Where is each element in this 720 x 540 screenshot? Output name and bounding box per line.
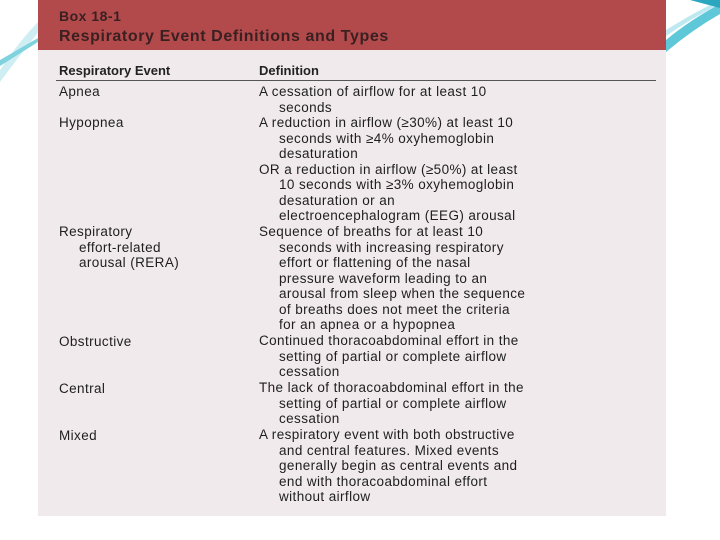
definition-hypopnea: A reduction in airflow (≥30%) at least 10 seconds with ≥4% oxyhemoglobin desaturation OR a reduction in airflow (≥50%) at least 10 seconds with ≥3% oxyhemoglobin desaturation or an electroencephalogram (EEG) arousal bbox=[259, 115, 518, 223]
definition-apnea: A cessation of airflow for at least 10 seconds bbox=[259, 84, 487, 115]
box-header bbox=[38, 0, 666, 50]
textbook-page bbox=[38, 0, 666, 516]
box-label: Box 18-1 bbox=[59, 8, 122, 24]
column-header-definition: Definition bbox=[259, 63, 319, 78]
definition-central: The lack of thoracoabdominal effort in the setting of partial or complete airflow cessation bbox=[259, 380, 524, 426]
event-rera: Respiratory effort-related arousal (RERA) bbox=[59, 224, 180, 270]
header-divider bbox=[56, 80, 656, 81]
event-obstructive: Obstructive bbox=[59, 334, 132, 349]
top-left-swoosh-decoration bbox=[0, 20, 40, 82]
top-right-swoosh-decoration bbox=[666, 0, 720, 52]
event-hypopnea: Hypopnea bbox=[59, 115, 124, 130]
column-header-event: Respiratory Event bbox=[59, 63, 171, 78]
definition-obstructive: Continued thoracoabdominal effort in the setting of partial or complete airflow cessation bbox=[259, 333, 519, 379]
definition-rera: Sequence of breaths for at least 10 seconds with increasing respiratory effort or flattening of the nasal pressure waveform leading to an arousal from sleep when the sequence of breaths does not meet the criteria for an apnea or a hypopnea bbox=[259, 224, 526, 332]
definition-mixed: A respiratory event with both obstructive and central features. Mixed events generally begin as central events and end with thoracoabdominal effort without airflow bbox=[259, 427, 518, 504]
event-mixed: Mixed bbox=[59, 428, 98, 443]
event-apnea: Apnea bbox=[59, 84, 101, 99]
box-title: Respiratory Event Definitions and Types bbox=[59, 28, 389, 45]
event-central: Central bbox=[59, 381, 106, 396]
